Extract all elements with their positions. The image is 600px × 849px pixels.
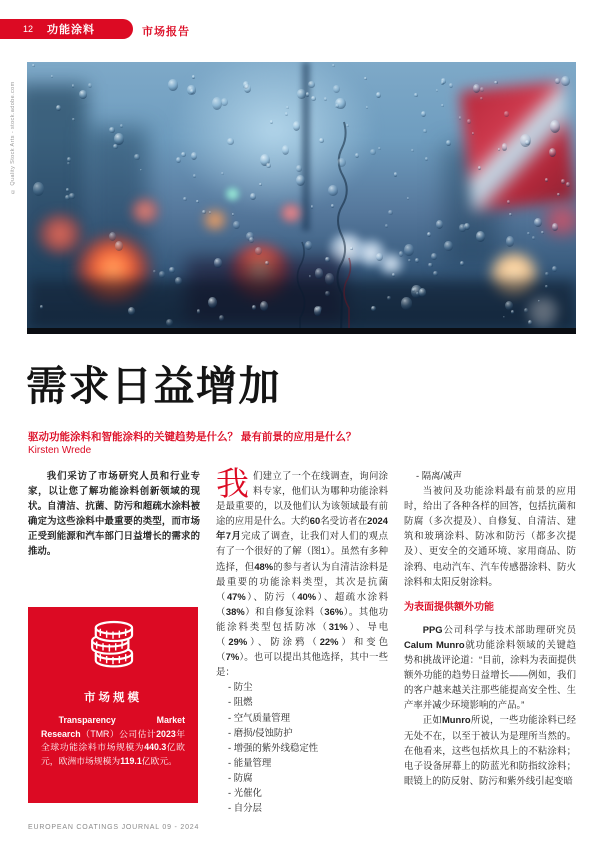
raindrop xyxy=(545,285,548,288)
raindrop xyxy=(202,210,206,214)
raindrop xyxy=(355,153,360,158)
raindrop xyxy=(328,185,338,196)
article-author: Kirsten Wrede xyxy=(28,445,92,456)
raindrop xyxy=(394,172,398,177)
raindrop xyxy=(527,232,530,235)
raindrop xyxy=(557,193,560,196)
list-item: - 能量管理 xyxy=(216,755,388,770)
raindrop xyxy=(305,241,312,249)
raindrop xyxy=(244,84,251,92)
raindrop xyxy=(467,119,472,124)
raindrop xyxy=(524,308,528,313)
raindrop xyxy=(459,116,462,120)
list-item: - 自分层 xyxy=(216,800,388,815)
raindrop xyxy=(376,253,384,262)
raindrop xyxy=(441,78,446,84)
raindrop xyxy=(498,148,501,151)
raindrop xyxy=(227,138,234,145)
raindrop xyxy=(191,152,197,160)
raindrop xyxy=(306,92,310,97)
raindrop xyxy=(436,89,439,92)
raindrop xyxy=(297,89,306,98)
raindrop xyxy=(505,301,513,310)
munro-paragraph: 正如Munro所说，一些功能涂料已经无处不在，以至于被认为是理所当然的。在他看来，这些包括炊具上的不粘涂料；电子设备屏幕上的防蓝光和防指纹涂料；眼镜上的防反射、防污和紫外线引起变暗 xyxy=(404,714,576,786)
raindrop xyxy=(433,271,439,277)
raindrop xyxy=(427,232,431,238)
raindrop xyxy=(219,315,224,321)
raindrop xyxy=(260,301,269,312)
raindrop xyxy=(525,140,530,145)
raindrop xyxy=(411,149,414,152)
raindrop xyxy=(552,266,557,272)
raindrop xyxy=(460,261,464,266)
raindrop xyxy=(528,320,532,325)
raindrop xyxy=(33,182,45,196)
raindrop xyxy=(350,247,353,250)
raindrop xyxy=(285,112,289,116)
raindrop xyxy=(250,193,256,200)
raindrop xyxy=(114,133,124,145)
raindrop xyxy=(249,237,254,243)
raindrop xyxy=(140,169,143,172)
raindrop xyxy=(72,84,75,88)
journal-footer: EUROPEAN COATINGS JOURNAL 09 - 2024 xyxy=(28,824,200,831)
raindrop xyxy=(387,296,391,301)
raindrop xyxy=(494,81,497,85)
raindrop xyxy=(550,120,561,133)
raindrop xyxy=(480,97,483,100)
section-tab xyxy=(0,19,133,39)
infobox-body: Transparency Market Research（TMR）公司估计2023年全球功能涂料市场规模为440.3亿欧元，欧洲市场规模为119.1亿欧元。 xyxy=(41,715,185,766)
raindrop xyxy=(441,104,444,107)
raindrop xyxy=(478,166,482,170)
raindrop xyxy=(371,306,376,311)
droplet-layer xyxy=(27,62,576,334)
raindrop xyxy=(545,272,549,277)
list-item: - 防腐 xyxy=(216,770,388,785)
raindrop xyxy=(265,261,269,265)
raindrop xyxy=(176,157,181,163)
intro-paragraph: 我们采访了市场研究人员和行业专家，以让您了解功能涂料创新领域的现状。自清洁、抗菌、防污和超疏水涂料被确定为这些涂料中最重要的类型，而市场正受到能源和汽车部门日益增长的需求的推动。 xyxy=(28,470,200,557)
raindrop xyxy=(399,251,404,257)
raindrop xyxy=(419,288,426,297)
raindrop xyxy=(169,267,174,273)
raindrop xyxy=(40,305,43,308)
raindrop xyxy=(506,236,515,247)
raindrop xyxy=(113,144,118,149)
raindrop xyxy=(444,241,452,251)
raindrop xyxy=(325,291,329,296)
raindrop xyxy=(197,309,201,314)
raindrop xyxy=(208,297,217,309)
raindrop xyxy=(168,79,178,90)
raindrop xyxy=(459,224,466,233)
infobox-title: 市场规模 xyxy=(84,692,142,704)
raindrop xyxy=(538,300,541,303)
raindrop xyxy=(425,157,428,161)
raindrop xyxy=(56,105,61,112)
raindrop xyxy=(214,258,222,267)
raindrop xyxy=(480,87,485,92)
raindrop xyxy=(88,83,93,88)
raindrop xyxy=(511,310,514,314)
raindrop xyxy=(388,210,393,215)
raindrop xyxy=(296,165,302,172)
raindrop xyxy=(378,147,381,151)
raindrop xyxy=(166,319,173,327)
raindrop xyxy=(364,77,367,80)
raindrop xyxy=(286,106,289,109)
raindrop xyxy=(233,221,240,230)
raindrop xyxy=(183,197,187,201)
raindrop xyxy=(502,143,508,151)
section-subheading: 为表面提供额外功能 xyxy=(404,601,494,613)
raindrop xyxy=(566,182,570,187)
raindrop xyxy=(385,224,388,228)
raindrop xyxy=(181,152,186,158)
raindrop xyxy=(209,211,212,215)
hero-photo xyxy=(27,62,576,334)
list-item: - 磨损/侵蚀防护 xyxy=(216,725,388,740)
raindrop xyxy=(193,174,197,178)
raindrop xyxy=(346,124,349,128)
raindrop xyxy=(252,305,256,309)
raindrop xyxy=(134,154,139,160)
raindrop xyxy=(407,197,410,200)
dropcap: 我 xyxy=(216,465,249,502)
section-label: 功能涂料 xyxy=(47,24,96,36)
coating-types-list-continued xyxy=(404,468,576,483)
raindrop xyxy=(431,253,437,261)
raindrop xyxy=(428,263,432,268)
photo-credit: © Quality Stock Arts - stock.adobe.com xyxy=(10,81,16,194)
column-2 xyxy=(216,465,388,815)
raindrop xyxy=(335,98,346,109)
raindrop xyxy=(509,213,512,217)
raindrop xyxy=(109,127,115,133)
raindrop xyxy=(423,129,427,133)
raindrop xyxy=(436,220,443,229)
raindrop xyxy=(232,213,235,216)
raindrop xyxy=(32,64,35,68)
raindrop xyxy=(337,158,346,167)
raindrop xyxy=(69,193,75,199)
article-title: 需求日益增加 xyxy=(26,363,281,409)
raindrop xyxy=(221,172,224,175)
raindrop xyxy=(404,244,414,256)
raindrop xyxy=(255,247,262,255)
raindrop xyxy=(192,75,195,79)
raindrop xyxy=(476,231,485,242)
raindrop xyxy=(561,179,565,183)
market-size-infobox xyxy=(28,607,198,803)
raindrop xyxy=(66,188,69,192)
raindrop xyxy=(376,92,381,99)
raindrop xyxy=(159,271,166,278)
raindrop xyxy=(311,205,314,209)
raindrop xyxy=(319,138,324,144)
raindrop xyxy=(412,288,415,292)
raindrop xyxy=(67,157,71,162)
raindrop xyxy=(296,175,305,186)
raindrop xyxy=(561,76,570,86)
category-label: 市场报告 xyxy=(142,26,190,38)
raindrop xyxy=(270,120,273,124)
raindrop xyxy=(109,232,116,241)
applications-paragraph: 当被问及功能涂料最有前景的应用时，给出了各种各样的回答，包括抗菌和防腐（多次提及）、自修复、自清洁、建筑和玻璃涂料、防冰和防污（都多次提及）、更安全的交通环境、家用商品、防涂鸦、电动汽车、汽车传感器涂料、防火涂料和太阳反射涂料。 xyxy=(404,485,576,587)
raindrop xyxy=(212,97,222,110)
raindrop xyxy=(51,75,54,78)
coins-icon xyxy=(84,620,142,677)
column-3 xyxy=(404,468,576,788)
raindrop xyxy=(408,259,411,263)
raindrop xyxy=(545,178,548,182)
raindrop xyxy=(259,183,262,187)
list-item: - 防尘 xyxy=(216,679,388,694)
list-item: - 增强的紫外线稳定性 xyxy=(216,740,388,755)
list-item: - 阻燃 xyxy=(216,694,388,709)
raindrop xyxy=(414,93,417,97)
raindrop xyxy=(504,111,510,117)
raindrop xyxy=(293,121,300,131)
raindrop xyxy=(331,204,335,208)
raindrop xyxy=(79,90,88,99)
raindrop xyxy=(72,118,75,121)
raindrop xyxy=(534,218,542,227)
raindrop xyxy=(325,273,334,284)
raindrop xyxy=(67,162,70,165)
raindrop xyxy=(552,223,558,231)
raindrop xyxy=(315,268,324,279)
raindrop xyxy=(311,96,316,101)
raindrop xyxy=(503,316,506,319)
raindrop xyxy=(282,145,289,154)
raindrop xyxy=(415,258,419,263)
raindrop xyxy=(128,307,136,315)
raindrop xyxy=(532,236,536,240)
page-number: 12 xyxy=(23,24,34,34)
raindrop xyxy=(308,81,315,88)
raindrop xyxy=(449,83,453,88)
raindrop xyxy=(120,124,124,129)
raindrop xyxy=(366,106,369,109)
raindrop xyxy=(541,231,544,235)
survey-paragraph: 我们建立了一个在线调查，询问涂料专家，他们认为哪种功能涂料是最重要的，以及他们认为该领域最有前途的应用是什么。大约60名受访者在2024年7月完成了调查，让我们对人们的观点有了一个很好的了解（图1）。虽然有多种选择，但48%的参与者认为自清洁涂料是最重要的功能涂料类型，其次是抗菌（47%）、防污（40%）、超疏水涂料（38%）和自修复涂料（36%）。其他功能涂料类型包括防冰（31%）、导电（29%）、防涂鸦（22%）和变色（7%）。也可以提出其他选择，其中一些是： xyxy=(216,465,388,678)
raindrop xyxy=(446,140,451,145)
article-standfirst: 驱动功能涂料和智能涂料的关键趋势是什么？ 最有前景的应用是什么？ xyxy=(28,431,357,443)
photo-dashboard-strip xyxy=(27,328,576,334)
raindrop xyxy=(175,277,183,286)
raindrop xyxy=(332,64,335,67)
raindrop xyxy=(392,273,395,277)
list-item: - 空气质量管理 xyxy=(216,710,388,725)
raindrop xyxy=(549,148,556,157)
raindrop xyxy=(401,297,412,309)
raindrop xyxy=(370,149,376,155)
raindrop xyxy=(324,97,327,101)
raindrop xyxy=(472,132,475,135)
column-1 xyxy=(28,468,200,559)
raindrop xyxy=(325,257,329,262)
raindrop xyxy=(333,85,340,93)
raindrop xyxy=(421,111,426,117)
list-item: - 隔离/减声 xyxy=(404,468,576,483)
raindrop xyxy=(196,200,199,203)
raindrop xyxy=(555,78,561,84)
raindrop xyxy=(309,275,312,279)
coating-types-list xyxy=(216,679,388,815)
raindrop xyxy=(507,200,511,204)
list-item: - 光催化 xyxy=(216,785,388,800)
raindrop xyxy=(153,270,156,273)
raindrop xyxy=(115,241,123,251)
ppg-quote-paragraph: PPG公司科学与技术部助理研究员Calum Munro就功能涂料领域的关键趋势和挑战评论道：“目前，涂料为表面提供额外功能的趋势日益增长——例如，我们的客户越来越关注那些能提高安全性、生产率并减少环境影响的产品。” xyxy=(404,623,576,711)
raindrop xyxy=(314,306,322,316)
raindrop xyxy=(266,163,271,168)
